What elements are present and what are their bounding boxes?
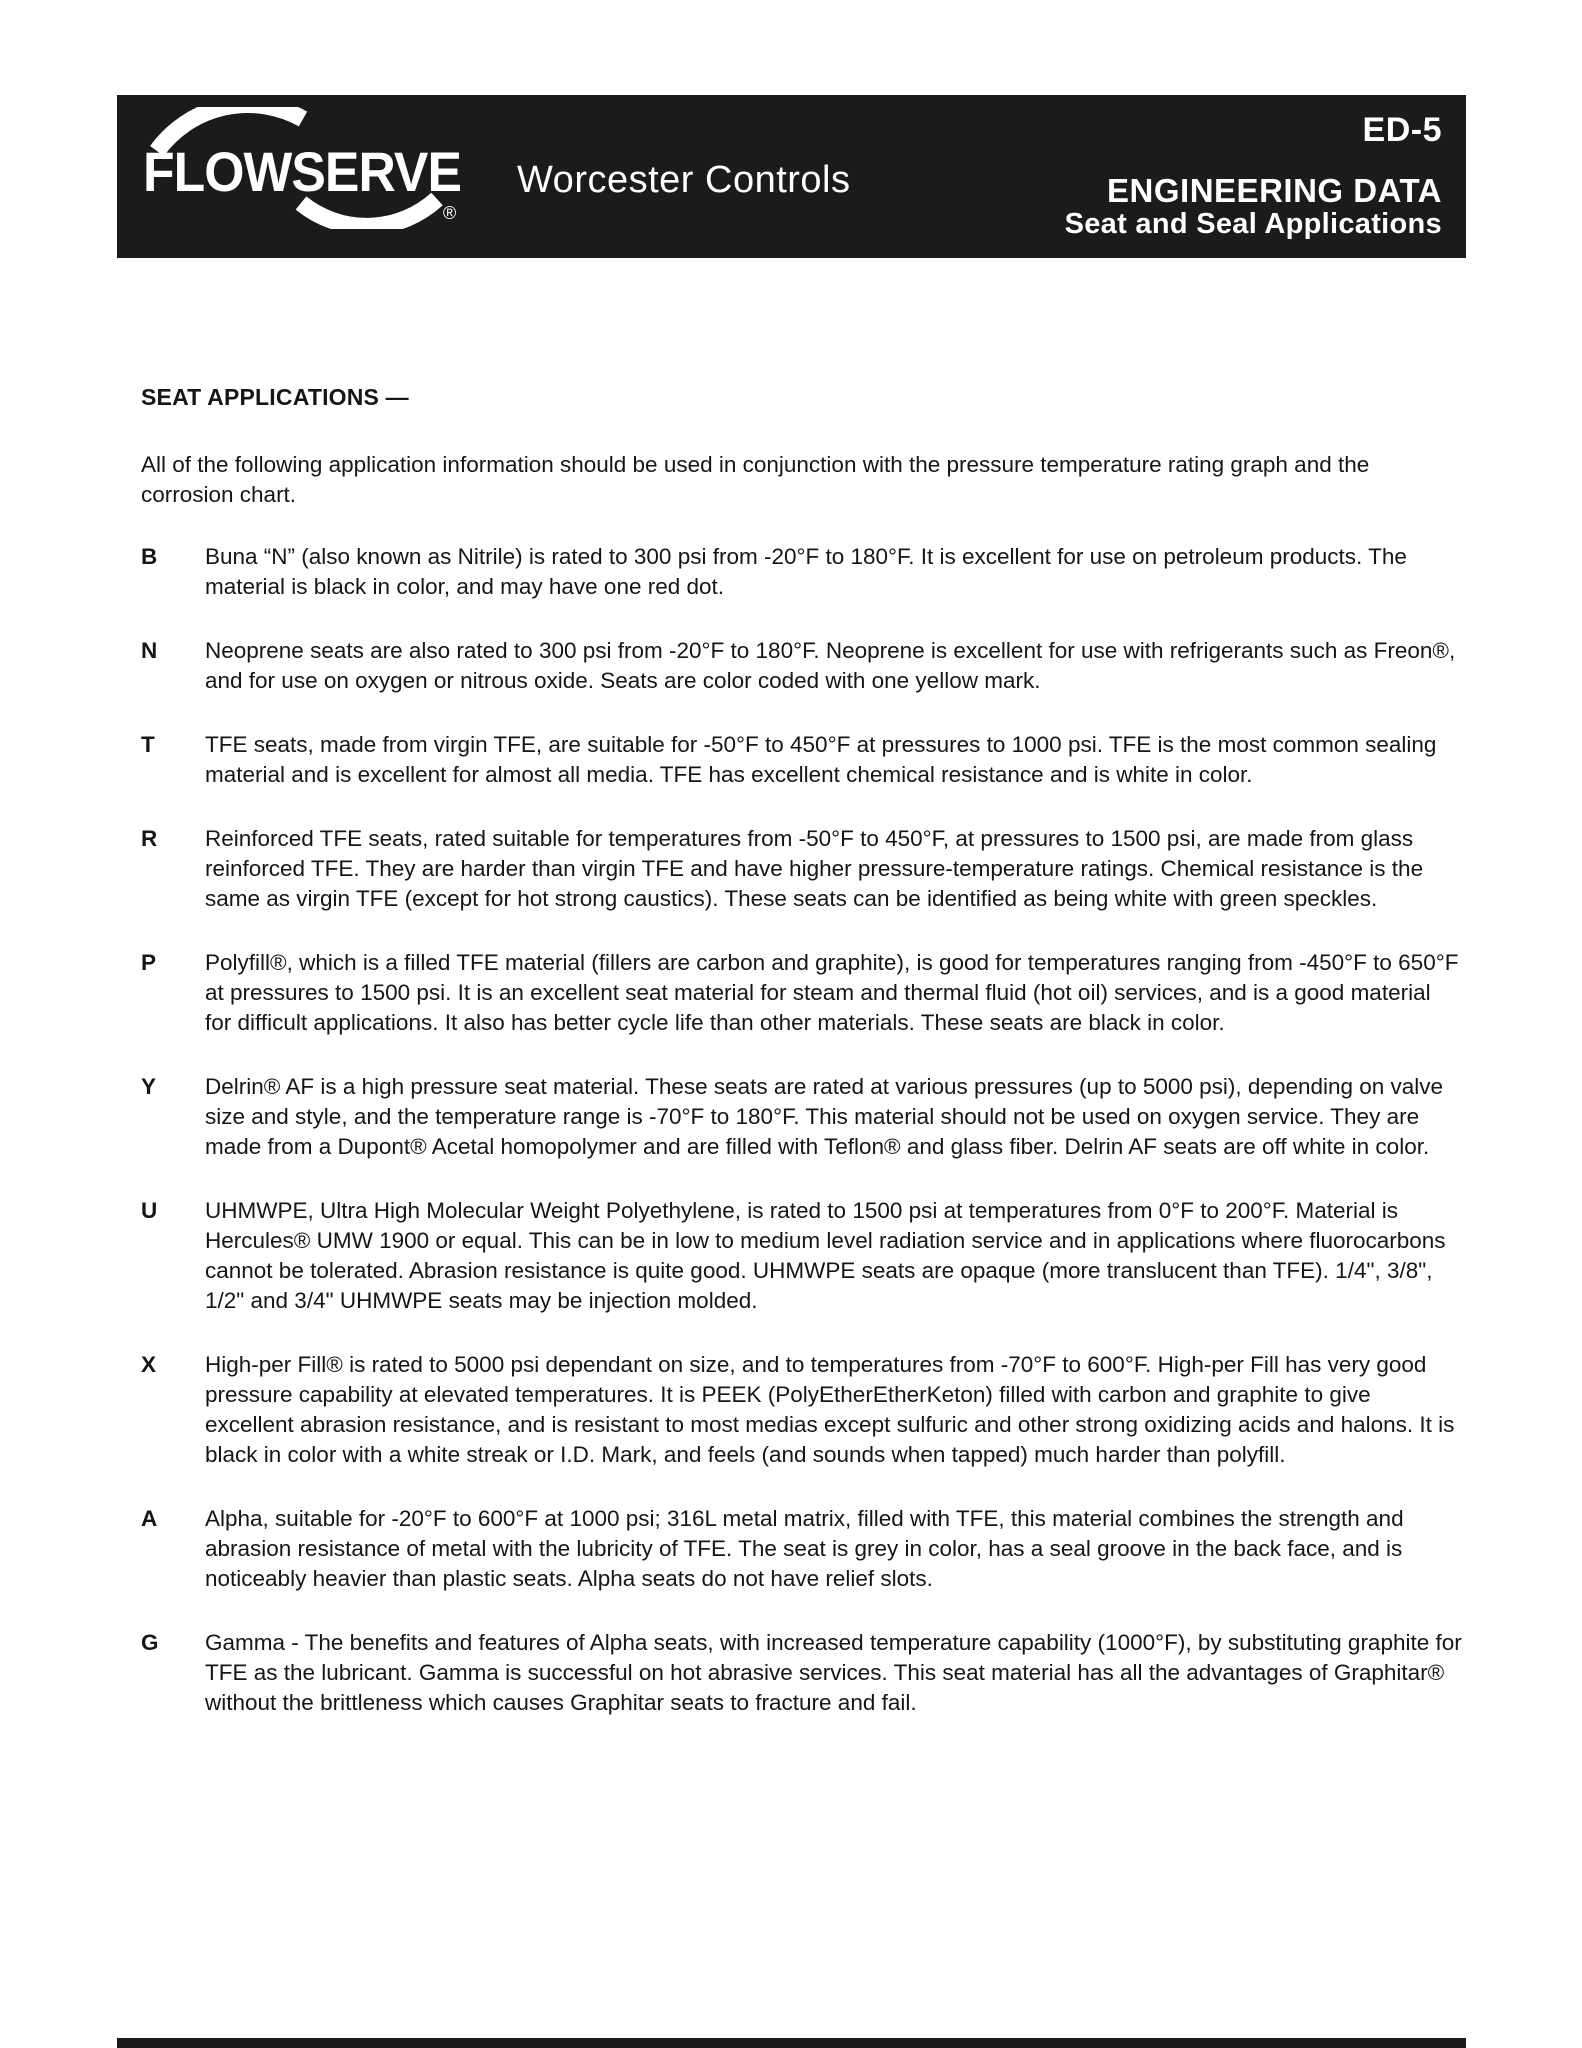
seat-item-N <box>141 636 1463 696</box>
seat-description: High-per Fill® is rated to 5000 psi dependant on size, and to temperatures from -70°F to 600°F. High-per Fill has very good pressure capability at elevated temperatures. It is PEEK (PolyEtherEtherKeton) filled with carbon and graphite to give excellent abrasion resistance, and is resistant to most medias except sulfuric and other strong oxidizing acids and halons. It is black in color with a white streak or I.D. Mark, and feels (and sounds when tapped) much harder than polyfill. <box>205 1352 1455 1467</box>
seat-item-A <box>141 1504 1463 1594</box>
seat-description: Polyfill®, which is a filled TFE material (fillers are carbon and graphite), is good for temperatures ranging from -450°F to 650°F at pressures to 1500 psi. It is an excellent seat material for steam and thermal fluid (hot oil) services, and is a good material for difficult applications. It also has better cycle life than other materials. These seats are black in color. <box>205 950 1459 1035</box>
header-titles <box>1065 174 1442 240</box>
footer-bar <box>117 2038 1466 2048</box>
seat-item-G <box>141 1628 1463 1718</box>
flowserve-logo-icon <box>143 107 487 229</box>
seat-item-Y <box>141 1072 1463 1162</box>
seat-key: G <box>141 1630 159 1655</box>
seat-description: Delrin® AF is a high pressure seat material. These seats are rated at various pressures (up to 5000 psi), depending on valve size and style, and the temperature range is -70°F to 180°F. This material should not be used on oxygen service. They are made from a Dupont® Acetal homopolymer and are filled with Teflon® and glass fiber. Delrin AF seats are off white in color. <box>205 1074 1444 1159</box>
flowserve-wordmark: FLOWSERVE <box>143 140 461 203</box>
seat-key: Y <box>141 1074 157 1099</box>
seat-key: T <box>141 732 155 757</box>
seat-item-P <box>141 948 1463 1038</box>
seat-key: B <box>141 544 158 569</box>
seat-item-U <box>141 1196 1463 1316</box>
doc-title: ENGINEERING DATA <box>1107 172 1442 209</box>
registered-mark: ® <box>443 203 457 223</box>
seat-key: X <box>141 1352 157 1377</box>
seat-key: P <box>141 950 157 975</box>
seat-item-B <box>141 542 1463 602</box>
header-bar <box>117 95 1466 258</box>
seat-item-X <box>141 1350 1463 1470</box>
intro-paragraph: All of the following application information should be used in conjunction with the pressure temperature rating graph and the corrosion chart. <box>141 452 1370 507</box>
seat-description: Neoprene seats are also rated to 300 psi from -20°F to 180°F. Neoprene is excellent for use with refrigerants such as Freon®, and for use on oxygen or nitrous oxide. Seats are color coded with one yellow mark. <box>205 638 1456 693</box>
seat-description: Alpha, suitable for -20°F to 600°F at 1000 psi; 316L metal matrix, filled with TFE, this material combines the strength and abrasion resistance of metal with the lubricity of TFE. The seat is grey in color, has a seal groove in the back face, and is noticeably heavier than plastic seats. Alpha seats do not have relief slots. <box>205 1506 1404 1591</box>
seat-description: UHMWPE, Ultra High Molecular Weight Polyethylene, is rated to 1500 psi at temperatures from 0°F to 200°F. Material is Hercules® UMW 1900 or equal. This can be in low to medium level radiation service and in applications where fluorocarbons cannot be tolerated. Abrasion resistance is quite good. UHMWPE seats are opaque (more translucent than TFE). 1/4", 3/8", 1/2" and 3/4" UHMWPE seats may be injection molded. <box>205 1198 1446 1313</box>
body-content <box>141 382 1463 1718</box>
seat-key: A <box>141 1506 158 1531</box>
seat-description: Buna “N” (also known as Nitrile) is rated to 300 psi from -20°F to 180°F. It is excellent for use on petroleum products. The material is black in color, and may have one red dot. <box>205 544 1407 599</box>
seat-key: U <box>141 1198 158 1223</box>
brand-name: Worcester Controls <box>517 159 851 201</box>
seat-key: R <box>141 826 158 851</box>
doc-subtitle: Seat and Seal Applications <box>1064 208 1442 240</box>
seat-item-T <box>141 730 1463 790</box>
doc-code: ED-5 <box>1362 111 1442 149</box>
seat-key: N <box>141 638 158 663</box>
header-right-block <box>1065 95 1466 258</box>
section-heading: SEAT APPLICATIONS — <box>141 384 409 410</box>
logo-area <box>117 95 851 258</box>
seat-description: Reinforced TFE seats, rated suitable for temperatures from -50°F to 450°F, at pressures to 1500 psi, are made from glass reinforced TFE. They are harder than virgin TFE and have higher pressure-temperature ratings. Chemical resistance is the same as virgin TFE (except for hot strong caustics). These seats can be identified as being white with green speckles. <box>205 826 1424 911</box>
seat-item-R <box>141 824 1463 914</box>
seat-description: TFE seats, made from virgin TFE, are suitable for -50°F to 450°F at pressures to 1000 psi. TFE is the most common sealing material and is excellent for almost all media. TFE has excellent chemical resistance and is white in color. <box>205 732 1437 787</box>
seat-description: Gamma - The benefits and features of Alpha seats, with increased temperature capability (1000°F), by substituting graphite for TFE as the lubricant. Gamma is successful on hot abrasive services. This seat material has all the advantages of Graphitar® without the brittleness which causes Graphitar seats to fracture and fail. <box>205 1630 1462 1715</box>
